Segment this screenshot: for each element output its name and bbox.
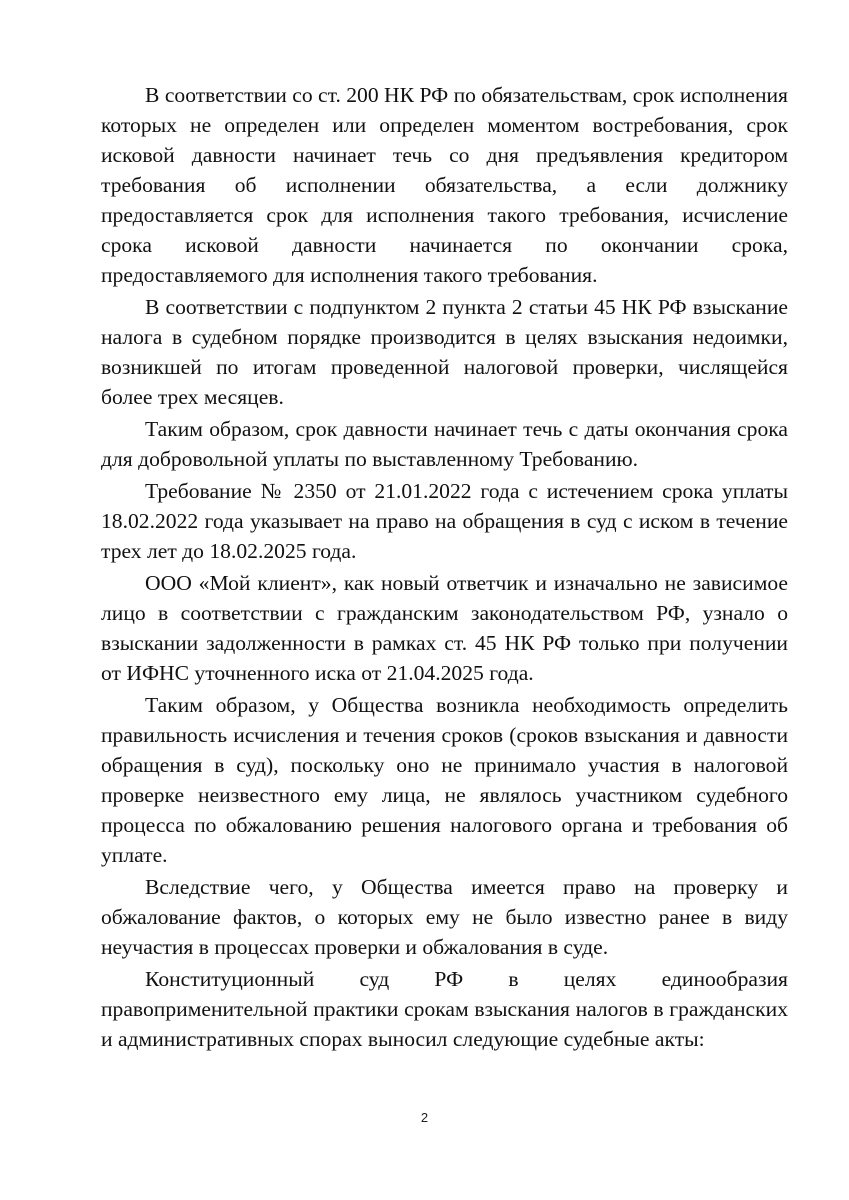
paragraph-limitation-start: Таким образом, срок давности начинает течь с даты окончания срока для добровольной уплаты по выставленному Требованию. (101, 417, 788, 471)
paragraph-new-defendant: ООО «Мой клиент», как новый ответчик и изначально не зависимое лицо в соответствии с гражданским законодательством РФ, узнало о взыскании задолженности в рамках ст. 45 НК РФ только при получении от ИФНС уточненного иска от 21.04.2025 года. (101, 571, 788, 685)
paragraph-article-200: В соответствии со ст. 200 НК РФ по обязательствам, срок исполнения которых не определен или определен моментом востребования, срок исковой давности начинает течь со дня предъявления кредитором требования об исполнении обязательства, а если должнику предоставляется срок для исполнения такого требования, исчисление срока исковой давности начинается по окончании срока, предоставляемого для исполнения такого требования. (101, 83, 788, 287)
paragraph-right-to-appeal: Вследствие чего, у Общества имеется право на проверку и обжалование фактов, о которых ему не было известно ранее в виду неучастия в процессах проверки и обжалования в суде. (101, 875, 788, 959)
paragraph-constitutional-court: Конституционный суд РФ в целях единообразия правоприменительной практики срокам взыскания налогов в гражданских и административных спорах выносил следующие судебные акты: (101, 967, 788, 1051)
document-body (101, 80, 788, 1056)
paragraph-necessity: Таким образом, у Общества возникла необходимость определить правильность исчисления и течения сроков (сроков взыскания и давности обращения в суд), поскольку оно не принимало участия в налоговой проверке неизвестного ему лица, не являлось участником судебного процесса по обжалованию решения налогового органа и требования об уплате. (101, 693, 788, 867)
page-number: 2 (420, 1110, 429, 1125)
paragraph-requirement-2350: Требование № 2350 от 21.01.2022 года с истечением срока уплаты 18.02.2022 года указывает на право на обращения в суд с иском в течение трех лет до 18.02.2025 года. (101, 479, 788, 563)
paragraph-article-45: В соответствии с подпунктом 2 пункта 2 статьи 45 НК РФ взыскание налога в судебном порядке производится в целях взыскания недоимки, возникшей по итогам проведенной налоговой проверки, числящейся более трех месяцев. (101, 295, 788, 409)
